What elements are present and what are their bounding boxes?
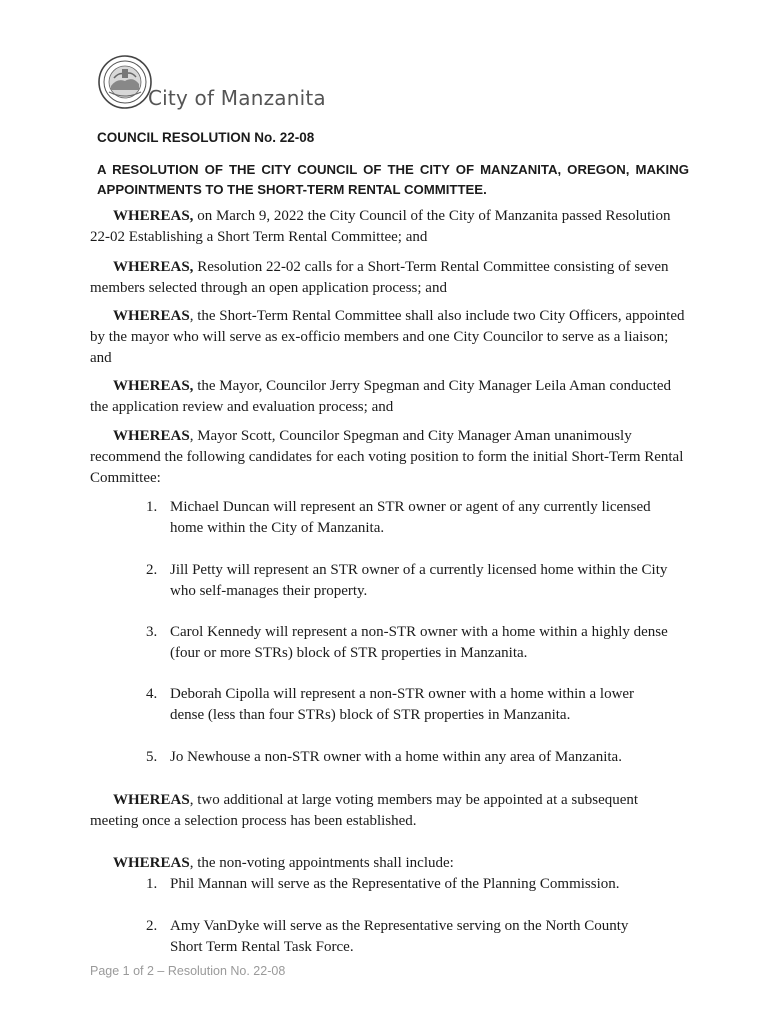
list-number: 4. xyxy=(146,686,158,702)
whereas-text: , two additional at large voting members may be appointed at a subsequent meeting once a selection process has been established. xyxy=(90,792,639,829)
list-text: Deborah Cipolla will represent a non-STR owner with a home within a lower dense (less than four STRs) block of STR properties in Manzanita. xyxy=(170,686,635,723)
whereas-lead: WHEREAS, xyxy=(113,208,194,224)
whereas-paragraph xyxy=(90,790,690,832)
whereas-paragraph xyxy=(90,853,690,874)
whereas-paragraph xyxy=(90,257,690,299)
whereas-lead: WHEREAS xyxy=(113,428,190,444)
whereas-paragraph xyxy=(90,376,690,418)
list-number: 1. xyxy=(146,876,158,892)
list-number: 2. xyxy=(146,918,158,934)
whereas-text: , the Short-Term Rental Committee shall also include two City Officers, appointed by the mayor who will serve as ex-officio members and one City Councilor to serve as a liaison; and xyxy=(90,308,685,366)
whereas-paragraph xyxy=(90,426,690,489)
list-number: 2. xyxy=(146,562,158,578)
whereas-paragraph xyxy=(90,306,690,369)
city-seal-icon xyxy=(97,54,153,110)
list-text: Jill Petty will represent an STR owner of a currently licensed home within the City who self-manages their property. xyxy=(170,562,668,599)
list-text: Phil Mannan will serve as the Representative of the Planning Commission. xyxy=(170,876,620,892)
resolution-title: A RESOLUTION OF THE CITY COUNCIL OF THE CITY OF MANZANITA, OREGON, MAKING APPOINTMENTS TO THE SHORT-TERM RENTAL COMMITTEE. xyxy=(97,162,689,197)
list-text: Jo Newhouse a non-STR owner with a home within any area of Manzanita. xyxy=(170,749,622,765)
list-number: 1. xyxy=(146,499,158,515)
page-footer: Page 1 of 2 – Resolution No. 22-08 xyxy=(90,964,286,978)
whereas-text: , the non-voting appointments shall include: xyxy=(189,855,454,871)
list-text: Michael Duncan will represent an STR owner or agent of any currently licensed home within the City of Manzanita. xyxy=(170,499,651,536)
list-text: Amy VanDyke will serve as the Representative serving on the North County Short Term Rental Task Force. xyxy=(170,918,629,955)
list-text: Carol Kennedy will represent a non-STR owner with a home within a highly dense (four or more STRs) block of STR properties in Manzanita. xyxy=(170,624,668,661)
list-number: 5. xyxy=(146,749,158,765)
whereas-text: Resolution 22-02 calls for a Short-Term Rental Committee consisting of seven members selected through an open application process; and xyxy=(90,259,669,296)
whereas-text: , Mayor Scott, Councilor Spegman and City Manager Aman unanimously recommend the following candidates for each voting position to form the initial Short-Term Rental Committee: xyxy=(90,428,684,486)
whereas-lead: WHEREAS xyxy=(113,308,190,324)
whereas-lead: WHEREAS xyxy=(113,792,190,808)
city-name: City of Manzanita xyxy=(148,86,326,110)
whereas-lead: WHEREAS, xyxy=(113,259,194,275)
whereas-paragraph xyxy=(90,206,690,248)
whereas-lead: WHEREAS, xyxy=(113,378,194,394)
whereas-text: the Mayor, Councilor Jerry Spegman and City Manager Leila Aman conducted the application review and evaluation process; and xyxy=(90,378,672,415)
resolution-number: COUNCIL RESOLUTION No. 22-08 xyxy=(97,130,315,145)
whereas-lead: WHEREAS xyxy=(113,855,190,871)
whereas-text: on March 9, 2022 the City Council of the City of Manzanita passed Resolution 22-02 Establishing a Short Term Rental Committee; and xyxy=(90,208,671,245)
list-number: 3. xyxy=(146,624,158,640)
